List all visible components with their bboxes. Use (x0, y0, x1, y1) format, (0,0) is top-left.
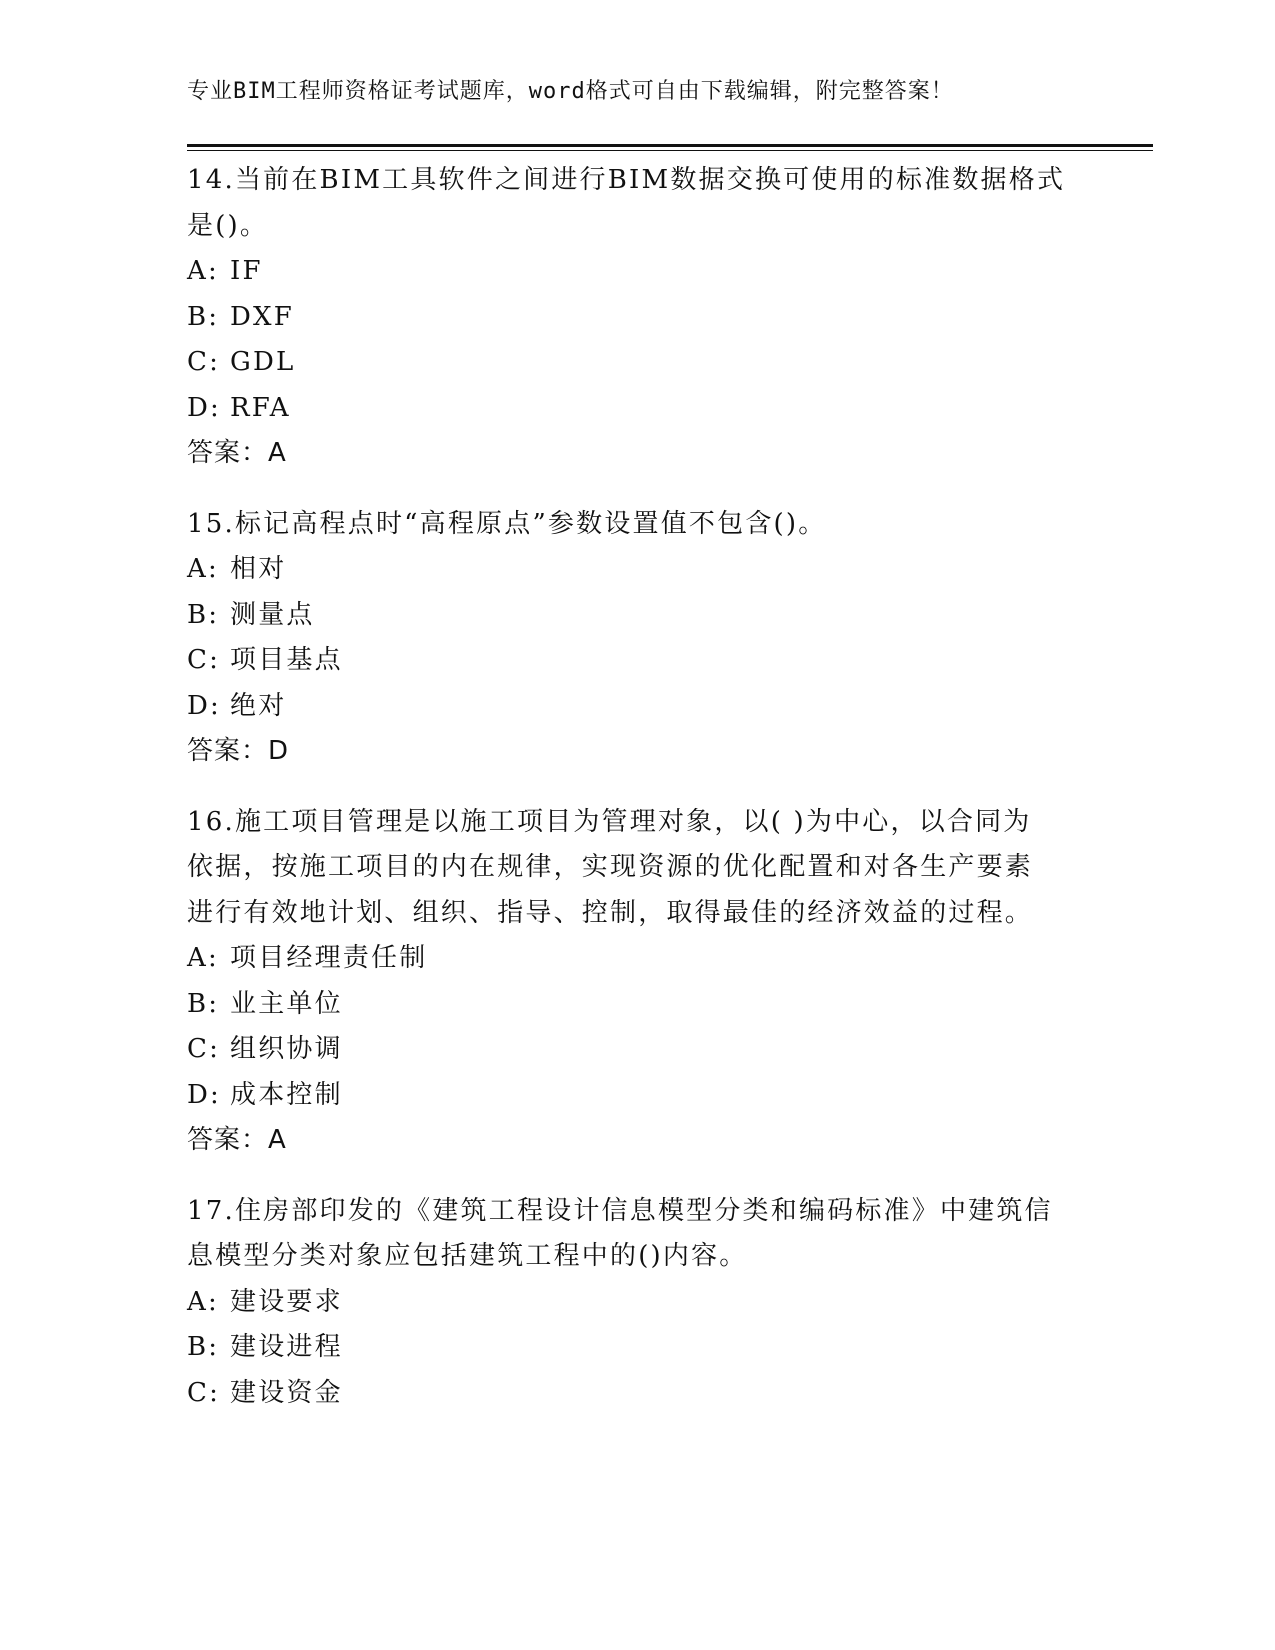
answer-option (187, 1027, 1087, 1073)
header-rule-thin (187, 150, 1153, 151)
option-text: 成本控制 (230, 1079, 343, 1110)
option-text: 建设进程 (230, 1332, 343, 1362)
option-letter: A: (187, 256, 219, 286)
option-letter: B: (187, 599, 220, 630)
option-letter: D: (187, 690, 222, 721)
option-text: 测量点 (230, 599, 315, 630)
answer-key: 答案：A (187, 438, 287, 468)
answer-option (187, 684, 1087, 730)
answer-option (187, 1073, 1087, 1119)
question-block (187, 1189, 1087, 1417)
option-letter: C: (187, 645, 221, 675)
option-letter: A: (187, 554, 219, 584)
option-letter: A: (187, 1286, 219, 1317)
option-letter: C: (187, 1034, 221, 1064)
option-letter: C: (187, 347, 221, 377)
header-rule-thick (187, 144, 1153, 147)
answer-option (187, 386, 1087, 432)
answer-option (187, 1325, 1087, 1371)
answer-option (187, 982, 1087, 1028)
question-list (187, 158, 1087, 1441)
question-stem-line: 息模型分类对象应包括建筑工程中的()内容。 (187, 1241, 748, 1271)
answer-option (187, 936, 1087, 982)
option-text: 建设资金 (230, 1377, 343, 1408)
answer-option (187, 295, 1087, 341)
question-stem-line: 是()。 (187, 210, 269, 241)
question-block (187, 158, 1087, 477)
option-text: 项目基点 (230, 645, 343, 675)
question-stem-line: 16.施工项目管理是以施工项目为管理对象，以( )为中心，以合同为 (187, 806, 1032, 837)
answer-option (187, 340, 1087, 386)
option-letter: B: (187, 301, 220, 332)
option-text: 组织协调 (230, 1034, 343, 1064)
question-stem-line: 进行有效地计划、组织、指导、控制，取得最佳的经济效益的过程。 (187, 897, 1034, 928)
option-text: 绝对 (230, 690, 287, 721)
question-stem-line: 15.标记高程点时“高程原点”参数设置值不包含()。 (187, 508, 827, 539)
question-stem-line: 14.当前在BIM工具软件之间进行BIM数据交换可使用的标准数据格式 (187, 165, 1066, 195)
answer-option (187, 1371, 1087, 1417)
option-letter: D: (187, 1079, 222, 1110)
question-stem-line: 依据，按施工项目的内在规律，实现资源的优化配置和对各生产要素 (187, 852, 1034, 882)
option-letter: C: (187, 1377, 221, 1408)
option-text: 建设要求 (230, 1286, 343, 1317)
question-block (187, 800, 1087, 1164)
option-text: DXF (230, 301, 294, 332)
option-text: 业主单位 (230, 988, 343, 1019)
option-text: GDL (230, 347, 296, 377)
question-stem-line: 17.住房部印发的《建筑工程设计信息模型分类和编码标准》中建筑信 (187, 1195, 1053, 1226)
answer-option (187, 249, 1087, 295)
answer-option (187, 593, 1087, 639)
option-text: RFA (230, 392, 291, 423)
page-header: 专业BIM工程师资格证考试题库，word格式可自由下载编辑，附完整答案！ (187, 79, 954, 104)
answer-option (187, 638, 1087, 684)
option-letter: D: (187, 392, 222, 423)
option-text: IF (230, 256, 263, 286)
answer-option (187, 547, 1087, 593)
option-letter: B: (187, 1332, 220, 1362)
option-letter: A: (187, 943, 219, 973)
option-text: 项目经理责任制 (230, 943, 428, 973)
question-block (187, 502, 1087, 775)
option-text: 相对 (230, 554, 287, 584)
answer-option (187, 1280, 1087, 1326)
option-letter: B: (187, 988, 220, 1019)
answer-key: 答案：D (187, 736, 290, 766)
answer-key: 答案：A (187, 1125, 287, 1155)
